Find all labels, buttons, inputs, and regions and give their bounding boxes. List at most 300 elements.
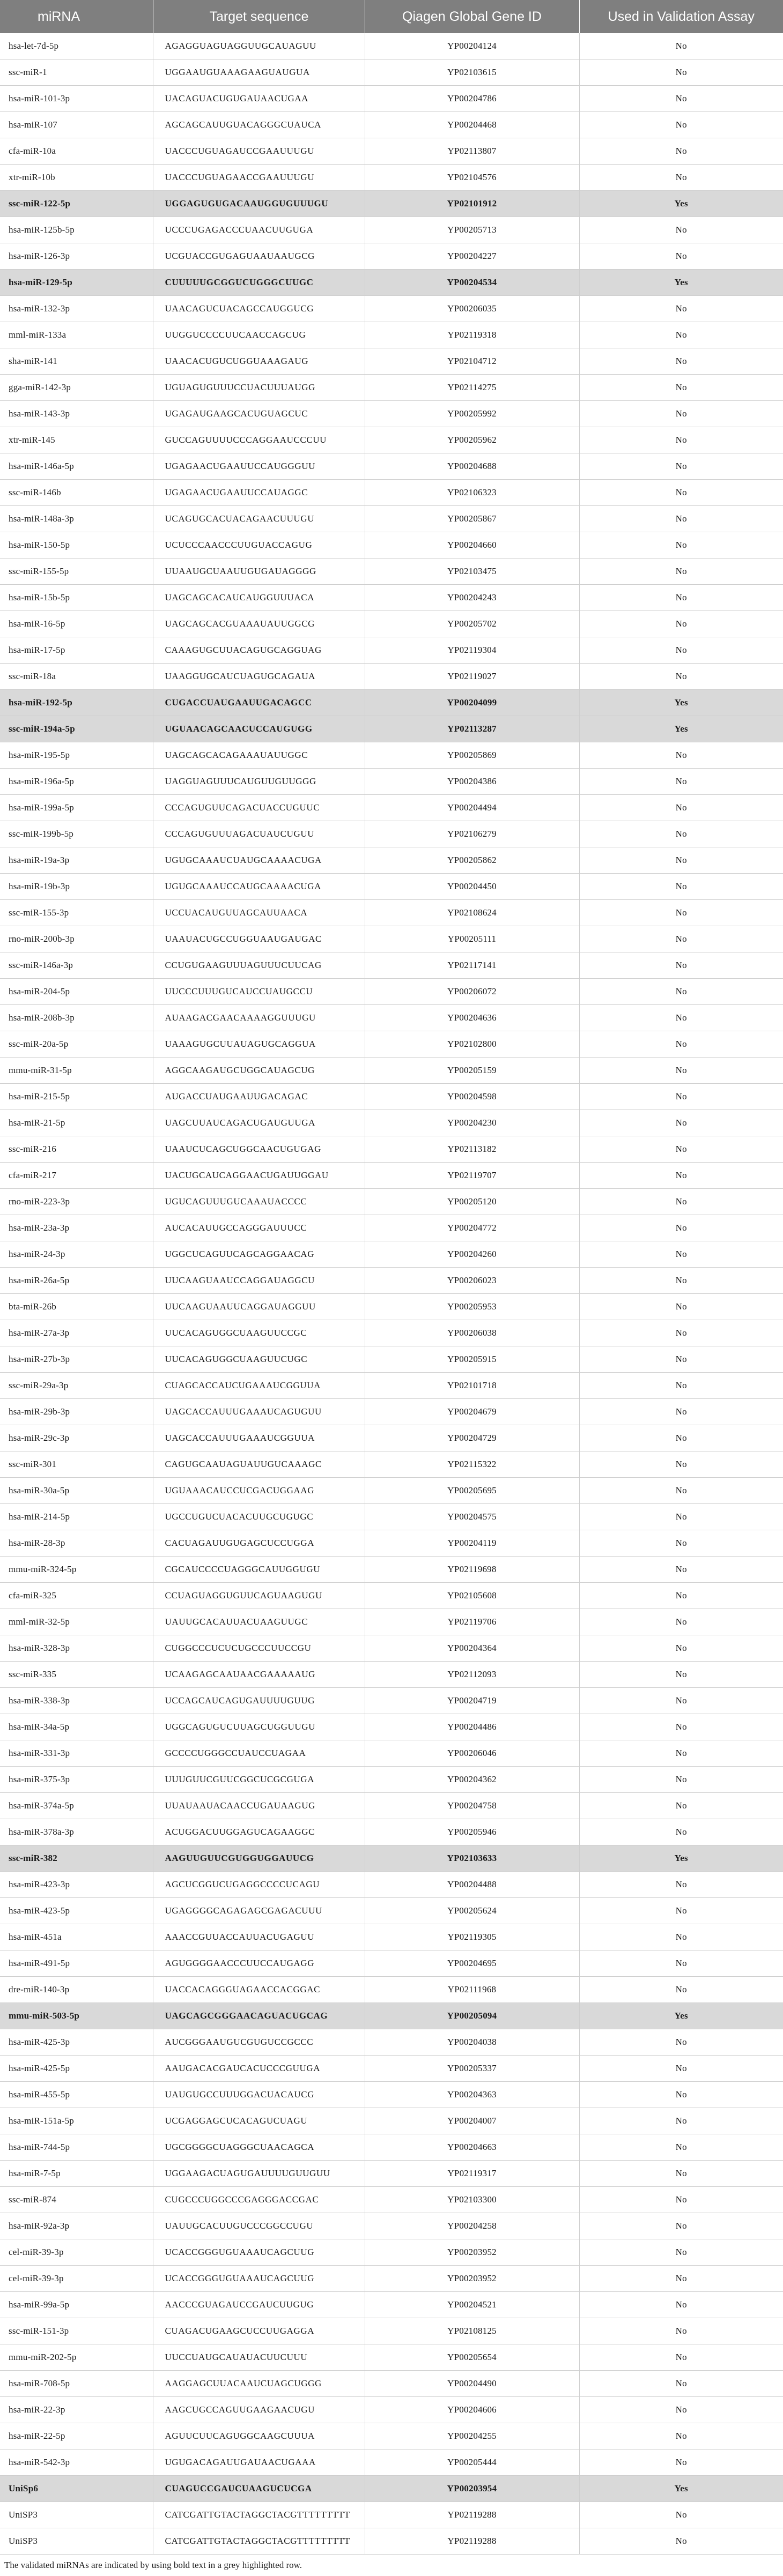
table-row	[0, 348, 783, 375]
gene-id-cell: YP00204679	[365, 1399, 579, 1425]
validation-cell: No	[579, 952, 783, 979]
validation-cell: No	[579, 2397, 783, 2423]
sequence-cell: AAACCGUUACCAUUACUGAGUU	[153, 1924, 365, 1950]
mirna-cell: ssc-miR-1	[0, 59, 153, 86]
gene-id-cell: YP00204258	[365, 2213, 579, 2239]
validation-cell: No	[579, 165, 783, 191]
gene-id-cell: YP00206046	[365, 1740, 579, 1767]
validation-cell: No	[579, 1714, 783, 1740]
mirna-cell: ssc-miR-151-3p	[0, 2318, 153, 2344]
table-row	[0, 900, 783, 926]
gene-id-cell: YP00205992	[365, 401, 579, 427]
gene-id-cell: YP02111968	[365, 1977, 579, 2003]
sequence-cell: AGCAGCAUUGUACAGGGCUAUCA	[153, 112, 365, 138]
sequence-cell: CUAGACUGAAGCUCCUUGAGGA	[153, 2318, 365, 2344]
gene-id-cell: YP00206023	[365, 1268, 579, 1294]
table-row	[0, 1819, 783, 1845]
table-row	[0, 2003, 783, 2029]
table-row	[0, 401, 783, 427]
mirna-cell: hsa-miR-451a	[0, 1924, 153, 1950]
table-header	[0, 0, 783, 33]
gene-id-cell: YP00205713	[365, 217, 579, 243]
mirna-cell: hsa-miR-132-3p	[0, 296, 153, 322]
table-row	[0, 742, 783, 769]
mirna-cell: hsa-miR-708-5p	[0, 2371, 153, 2397]
gene-id-cell: YP00204534	[365, 270, 579, 296]
validation-cell: No	[579, 2502, 783, 2528]
gene-id-cell: YP00204486	[365, 1714, 579, 1740]
validation-cell: No	[579, 1609, 783, 1635]
mirna-cell: hsa-miR-7-5p	[0, 2161, 153, 2187]
validation-cell: No	[579, 1346, 783, 1373]
mirna-cell: cfa-miR-217	[0, 1163, 153, 1189]
gene-id-cell: YP00204007	[365, 2108, 579, 2134]
sequence-cell: UCAGUGCACUACAGAACUUUGU	[153, 506, 365, 532]
mirna-cell: hsa-miR-215-5p	[0, 1084, 153, 1110]
table-row	[0, 847, 783, 874]
gene-id-cell: YP02117141	[365, 952, 579, 979]
validation-cell: No	[579, 1320, 783, 1346]
mirna-cell: ssc-miR-122-5p	[0, 191, 153, 217]
table-row	[0, 1557, 783, 1583]
mirna-cell: hsa-miR-423-5p	[0, 1898, 153, 1924]
gene-id-cell: YP00205337	[365, 2056, 579, 2082]
table-row	[0, 506, 783, 532]
validation-cell: No	[579, 874, 783, 900]
sequence-cell: UGUCAGUUUGUCAAAUACCCC	[153, 1189, 365, 1215]
gene-id-cell: YP02104712	[365, 348, 579, 375]
gene-id-cell: YP00203952	[365, 2239, 579, 2266]
table-row	[0, 821, 783, 847]
validation-cell: No	[579, 1767, 783, 1793]
mirna-cell: hsa-miR-21-5p	[0, 1110, 153, 1136]
table-row	[0, 2292, 783, 2318]
table-row	[0, 2528, 783, 2555]
table-row	[0, 1005, 783, 1031]
sequence-cell: UUCCUAUGCAUAUACUUCUUU	[153, 2344, 365, 2371]
mirna-cell: hsa-miR-15b-5p	[0, 585, 153, 611]
table-row	[0, 1688, 783, 1714]
sequence-cell: ACUGGACUUGGAGUCAGAAGGC	[153, 1819, 365, 1845]
sequence-cell: UUCAAGUAAUUCAGGAUAGGUU	[153, 1294, 365, 1320]
mirna-cell: hsa-miR-99a-5p	[0, 2292, 153, 2318]
table-row	[0, 33, 783, 59]
gene-id-cell: YP00205094	[365, 2003, 579, 2029]
gene-id-cell: YP00205962	[365, 427, 579, 453]
table-row	[0, 59, 783, 86]
mirna-cell: hsa-miR-331-3p	[0, 1740, 153, 1767]
sequence-cell: CUGACCUAUGAAUUGACAGCC	[153, 690, 365, 716]
mirna-cell: hsa-miR-192-5p	[0, 690, 153, 716]
table-row	[0, 1425, 783, 1451]
sequence-cell: CATCGATTGTACTAGGCTACGTTTTTTTTT	[153, 2528, 365, 2555]
validation-cell: No	[579, 2450, 783, 2476]
sequence-cell: AGGCAAGAUGCUGGCAUAGCUG	[153, 1058, 365, 1084]
sequence-cell: AUAAGACGAACAAAAGGUUUGU	[153, 1005, 365, 1031]
table-row	[0, 1373, 783, 1399]
validation-cell: No	[579, 2528, 783, 2555]
table-row	[0, 1872, 783, 1898]
gene-id-cell: YP00204490	[365, 2371, 579, 2397]
table-row	[0, 243, 783, 270]
mirna-cell: xtr-miR-145	[0, 427, 153, 453]
sequence-cell: GCCCCUGGGCCUAUCCUAGAA	[153, 1740, 365, 1767]
table-row	[0, 690, 783, 716]
mirna-cell: hsa-miR-214-5p	[0, 1504, 153, 1530]
mirna-cell: hsa-miR-455-5p	[0, 2082, 153, 2108]
validation-cell: No	[579, 348, 783, 375]
table-row	[0, 1215, 783, 1241]
gene-id-cell: YP00204255	[365, 2423, 579, 2450]
gene-id-cell: YP00205654	[365, 2344, 579, 2371]
gene-id-cell: YP00203952	[365, 2266, 579, 2292]
table-row	[0, 1740, 783, 1767]
table-row	[0, 2134, 783, 2161]
table-row	[0, 611, 783, 637]
validation-cell: No	[579, 243, 783, 270]
sequence-cell: CCUGUGAAGUUUAGUUUCUUCAG	[153, 952, 365, 979]
mirna-cell: cfa-miR-10a	[0, 138, 153, 165]
table-row	[0, 1924, 783, 1950]
header-target-sequence: Target sequence	[153, 0, 365, 33]
gene-id-cell: YP02119317	[365, 2161, 579, 2187]
table-row	[0, 217, 783, 243]
validation-cell: No	[579, 138, 783, 165]
gene-id-cell: YP02113182	[365, 1136, 579, 1163]
mirna-cell: hsa-miR-375-3p	[0, 1767, 153, 1793]
sequence-cell: UUAUAAUACAACCUGAUAAGUG	[153, 1793, 365, 1819]
sequence-cell: UACCACAGGGUAGAACCACGGAC	[153, 1977, 365, 2003]
validation-cell: No	[579, 2371, 783, 2397]
sequence-cell: UGGAGUGUGACAAUGGUGUUUGU	[153, 191, 365, 217]
sequence-cell: CUGGCCCUCUCUGCCCUUCCGU	[153, 1635, 365, 1662]
gene-id-cell: YP00204124	[365, 33, 579, 59]
sequence-cell: CCCAGUGUUCAGACUACCUGUUC	[153, 795, 365, 821]
sequence-cell: UGUAACAGCAACUCCAUGUGG	[153, 716, 365, 742]
table-row	[0, 1530, 783, 1557]
sequence-cell: UGAGGGGCAGAGAGCGAGACUUU	[153, 1898, 365, 1924]
sequence-cell: UAGGUAGUUUCAUGUUGUUGGG	[153, 769, 365, 795]
mirna-cell: mmu-miR-31-5p	[0, 1058, 153, 1084]
mirna-cell: hsa-miR-195-5p	[0, 742, 153, 769]
gene-id-cell: YP02113807	[365, 138, 579, 165]
sequence-cell: UGGAAGACUAGUGAUUUUGUUGUU	[153, 2161, 365, 2187]
validation-cell: No	[579, 506, 783, 532]
gene-id-cell: YP00204786	[365, 86, 579, 112]
validation-cell: No	[579, 979, 783, 1005]
mirna-cell: hsa-miR-101-3p	[0, 86, 153, 112]
gene-id-cell: YP00204521	[365, 2292, 579, 2318]
sequence-cell: AUGACCUAUGAAUUGACAGAC	[153, 1084, 365, 1110]
sequence-cell: UCAAGAGCAAUAACGAAAAAUG	[153, 1662, 365, 1688]
table-row	[0, 716, 783, 742]
validation-cell: No	[579, 1977, 783, 2003]
validation-cell: No	[579, 1373, 783, 1399]
table-row	[0, 480, 783, 506]
validation-cell: No	[579, 2187, 783, 2213]
mirna-cell: hsa-miR-425-3p	[0, 2029, 153, 2056]
mirna-cell: hsa-miR-542-3p	[0, 2450, 153, 2476]
table-row	[0, 138, 783, 165]
mirna-cell: hsa-miR-148a-3p	[0, 506, 153, 532]
validation-cell: No	[579, 795, 783, 821]
gene-id-cell: YP00204636	[365, 1005, 579, 1031]
sequence-cell: AAGCUGCCAGUUGAAGAACUGU	[153, 2397, 365, 2423]
validation-cell: No	[579, 1793, 783, 1819]
gene-id-cell: YP00205159	[365, 1058, 579, 1084]
mirna-cell: hsa-miR-146a-5p	[0, 453, 153, 480]
sequence-cell: UCUCCCAACCCUUGUACCAGUG	[153, 532, 365, 559]
validation-cell: No	[579, 1241, 783, 1268]
table-row	[0, 769, 783, 795]
validation-cell: No	[579, 611, 783, 637]
sequence-cell: UUCAAGUAAUCCAGGAUAGGCU	[153, 1268, 365, 1294]
sequence-cell: UCACCGGGUGUAAAUCAGCUUG	[153, 2266, 365, 2292]
mirna-cell: hsa-miR-27a-3p	[0, 1320, 153, 1346]
table-row	[0, 585, 783, 611]
gene-id-cell: YP00204038	[365, 2029, 579, 2056]
header-row	[0, 0, 783, 33]
mirna-cell: hsa-miR-26a-5p	[0, 1268, 153, 1294]
table-row	[0, 191, 783, 217]
gene-id-cell: YP00204598	[365, 1084, 579, 1110]
gene-id-cell: YP00204362	[365, 1767, 579, 1793]
table-row	[0, 2239, 783, 2266]
mirna-cell: hsa-miR-24-3p	[0, 1241, 153, 1268]
sequence-cell: UCCUACAUGUUAGCAUUAACA	[153, 900, 365, 926]
gene-id-cell: YP00205624	[365, 1898, 579, 1924]
validation-cell: No	[579, 532, 783, 559]
table-body	[0, 33, 783, 2555]
sequence-cell: UAAUCUCAGCUGGCAACUGUGAG	[153, 1136, 365, 1163]
table-row	[0, 1583, 783, 1609]
validation-cell: No	[579, 1504, 783, 1530]
mirna-cell: hsa-miR-17-5p	[0, 637, 153, 664]
gene-id-cell: YP02108125	[365, 2318, 579, 2344]
table-row	[0, 664, 783, 690]
validation-cell: No	[579, 1635, 783, 1662]
gene-id-cell: YP02102800	[365, 1031, 579, 1058]
validation-cell: No	[579, 1530, 783, 1557]
validation-cell: No	[579, 1662, 783, 1688]
mirna-cell: ssc-miR-155-3p	[0, 900, 153, 926]
mirna-cell: hsa-miR-92a-3p	[0, 2213, 153, 2239]
sequence-cell: UAAUACUGCCUGGUAAUGAUGAC	[153, 926, 365, 952]
validation-cell: No	[579, 1898, 783, 1924]
mirna-cell: hsa-miR-199a-5p	[0, 795, 153, 821]
table-row	[0, 453, 783, 480]
sequence-cell: UGUGCAAAUCCAUGCAAAACUGA	[153, 874, 365, 900]
mirna-cell: ssc-miR-18a	[0, 664, 153, 690]
gene-id-cell: YP00204772	[365, 1215, 579, 1241]
mirna-cell: ssc-miR-146b	[0, 480, 153, 506]
mirna-cell: hsa-miR-378a-3p	[0, 1819, 153, 1845]
validation-cell: No	[579, 1031, 783, 1058]
mirna-cell: ssc-miR-216	[0, 1136, 153, 1163]
mirna-cell: rno-miR-223-3p	[0, 1189, 153, 1215]
mirna-cell: hsa-miR-151a-5p	[0, 2108, 153, 2134]
sequence-cell: UCCAGCAUCAGUGAUUUUGUUG	[153, 1688, 365, 1714]
gene-id-cell: YP00205444	[365, 2450, 579, 2476]
mirna-cell: hsa-miR-16-5p	[0, 611, 153, 637]
validation-cell: No	[579, 59, 783, 86]
gene-id-cell: YP00205702	[365, 611, 579, 637]
gene-id-cell: YP00204230	[365, 1110, 579, 1136]
validation-cell: No	[579, 1136, 783, 1163]
gene-id-cell: YP00205695	[365, 1478, 579, 1504]
gene-id-cell: YP02103300	[365, 2187, 579, 2213]
mirna-cell: ssc-miR-29a-3p	[0, 1373, 153, 1399]
mirna-cell: cel-miR-39-3p	[0, 2239, 153, 2266]
validation-cell: No	[579, 1688, 783, 1714]
mirna-cell: ssc-miR-382	[0, 1845, 153, 1872]
sequence-cell: UAGCAGCACAUCAUGGUUUACA	[153, 585, 365, 611]
gene-id-cell: YP00204660	[365, 532, 579, 559]
mirna-cell: hsa-miR-107	[0, 112, 153, 138]
sequence-cell: CATCGATTGTACTAGGCTACGTTTTTTTTT	[153, 2502, 365, 2528]
gene-id-cell: YP00205869	[365, 742, 579, 769]
table-row	[0, 1793, 783, 1819]
mirna-cell: cfa-miR-325	[0, 1583, 153, 1609]
table-row	[0, 1058, 783, 1084]
validation-cell: Yes	[579, 2476, 783, 2502]
gene-id-cell: YP02103475	[365, 559, 579, 585]
mirna-cell: dre-miR-140-3p	[0, 1977, 153, 2003]
mirna-cell: hsa-miR-744-5p	[0, 2134, 153, 2161]
validation-cell: No	[579, 112, 783, 138]
mirna-cell: hsa-miR-374a-5p	[0, 1793, 153, 1819]
validation-cell: No	[579, 1451, 783, 1478]
mirna-cell: mmu-miR-324-5p	[0, 1557, 153, 1583]
mirna-cell: rno-miR-200b-3p	[0, 926, 153, 952]
table-row	[0, 270, 783, 296]
mirna-cell: hsa-miR-19b-3p	[0, 874, 153, 900]
mirna-cell: ssc-miR-146a-3p	[0, 952, 153, 979]
gene-id-cell: YP00205862	[365, 847, 579, 874]
validation-cell: No	[579, 2161, 783, 2187]
table-row	[0, 1767, 783, 1793]
sequence-cell: UGUAGUGUUUCCUACUUUAUGG	[153, 375, 365, 401]
table-row	[0, 1084, 783, 1110]
gene-id-cell: YP02103633	[365, 1845, 579, 1872]
gene-id-cell: YP00204260	[365, 1241, 579, 1268]
gene-id-cell: YP00204119	[365, 1530, 579, 1557]
mirna-cell: xtr-miR-10b	[0, 165, 153, 191]
gene-id-cell: YP00204227	[365, 243, 579, 270]
table-row	[0, 1136, 783, 1163]
mirna-cell: bta-miR-26b	[0, 1294, 153, 1320]
mirna-cell: hsa-miR-30a-5p	[0, 1478, 153, 1504]
validation-cell: No	[579, 1058, 783, 1084]
sequence-cell: UGUGACAGAUUGAUAACUGAAA	[153, 2450, 365, 2476]
gene-id-cell: YP02119027	[365, 664, 579, 690]
sequence-cell: UCACCGGGUGUAAAUCAGCUUG	[153, 2239, 365, 2266]
gene-id-cell: YP02119707	[365, 1163, 579, 1189]
table-row	[0, 1451, 783, 1478]
sequence-cell: UGGCAGUGUCUUAGCUGGUUGU	[153, 1714, 365, 1740]
table-row	[0, 637, 783, 664]
validation-cell: No	[579, 1924, 783, 1950]
validation-cell: No	[579, 2082, 783, 2108]
table-row	[0, 2397, 783, 2423]
sequence-cell: UUCACAGUGGCUAAGUUCUGC	[153, 1346, 365, 1373]
sequence-cell: UAACACUGUCUGGUAAAGAUG	[153, 348, 365, 375]
sequence-cell: UACCCUGUAGAACCGAAUUUGU	[153, 165, 365, 191]
table-row	[0, 2450, 783, 2476]
gene-id-cell: YP00204363	[365, 2082, 579, 2108]
gene-id-cell: YP00204364	[365, 1635, 579, 1662]
table-row	[0, 1898, 783, 1924]
mirna-cell: mml-miR-133a	[0, 322, 153, 348]
gene-id-cell: YP02106279	[365, 821, 579, 847]
gene-id-cell: YP00204719	[365, 1688, 579, 1714]
table-row	[0, 1241, 783, 1268]
mirna-cell: sha-miR-141	[0, 348, 153, 375]
validation-cell: Yes	[579, 1845, 783, 1872]
validation-cell: No	[579, 480, 783, 506]
validation-cell: No	[579, 2423, 783, 2450]
sequence-cell: CACUAGAUUGUGAGCUCCUGGA	[153, 1530, 365, 1557]
table-row	[0, 112, 783, 138]
validation-cell: No	[579, 559, 783, 585]
validation-cell: Yes	[579, 191, 783, 217]
validation-cell: No	[579, 637, 783, 664]
validation-cell: Yes	[579, 2003, 783, 2029]
validation-cell: No	[579, 375, 783, 401]
sequence-cell: UGCGGGGCUAGGGCUAACAGCA	[153, 2134, 365, 2161]
sequence-cell: UGUAAACAUCCUCGACUGGAAG	[153, 1478, 365, 1504]
gene-id-cell: YP02119305	[365, 1924, 579, 1950]
gene-id-cell: YP00205953	[365, 1294, 579, 1320]
table-row	[0, 322, 783, 348]
validation-cell: No	[579, 2213, 783, 2239]
gene-id-cell: YP02104576	[365, 165, 579, 191]
validation-cell: No	[579, 1215, 783, 1241]
mirna-cell: hsa-miR-129-5p	[0, 270, 153, 296]
mirna-cell: hsa-miR-29c-3p	[0, 1425, 153, 1451]
mirna-cell: cel-miR-39-3p	[0, 2266, 153, 2292]
sequence-cell: AGUGGGGAACCCUUCCAUGAGG	[153, 1950, 365, 1977]
table-row	[0, 1635, 783, 1662]
validation-cell: No	[579, 1557, 783, 1583]
gene-id-cell: YP02119288	[365, 2502, 579, 2528]
sequence-cell: UAGCUUAUCAGACUGAUGUUGA	[153, 1110, 365, 1136]
validation-cell: No	[579, 1163, 783, 1189]
sequence-cell: UCCCUGAGACCCUAACUUGUGA	[153, 217, 365, 243]
validation-cell: No	[579, 1084, 783, 1110]
validation-cell: No	[579, 2318, 783, 2344]
sequence-cell: UAAAGUGCUUAUAGUGCAGGUA	[153, 1031, 365, 1058]
sequence-cell: UCGUACCGUGAGUAAUAAUGCG	[153, 243, 365, 270]
table-row	[0, 1399, 783, 1425]
gene-id-cell: YP02113287	[365, 716, 579, 742]
header-qiagen-id: Qiagen Global Gene ID	[365, 0, 579, 33]
table-row	[0, 2266, 783, 2292]
gene-id-cell: YP02106323	[365, 480, 579, 506]
table-row	[0, 2423, 783, 2450]
mirna-cell: hsa-miR-126-3p	[0, 243, 153, 270]
gene-id-cell: YP02119698	[365, 1557, 579, 1583]
validation-cell: No	[579, 742, 783, 769]
validation-cell: No	[579, 1740, 783, 1767]
table-row	[0, 1977, 783, 2003]
table-row	[0, 2344, 783, 2371]
table-row	[0, 2082, 783, 2108]
mirna-cell: hsa-miR-125b-5p	[0, 217, 153, 243]
mirna-cell: mmu-miR-503-5p	[0, 2003, 153, 2029]
validation-cell: No	[579, 1110, 783, 1136]
sequence-cell: AAUGACACGAUCACUCCCGUUGA	[153, 2056, 365, 2082]
